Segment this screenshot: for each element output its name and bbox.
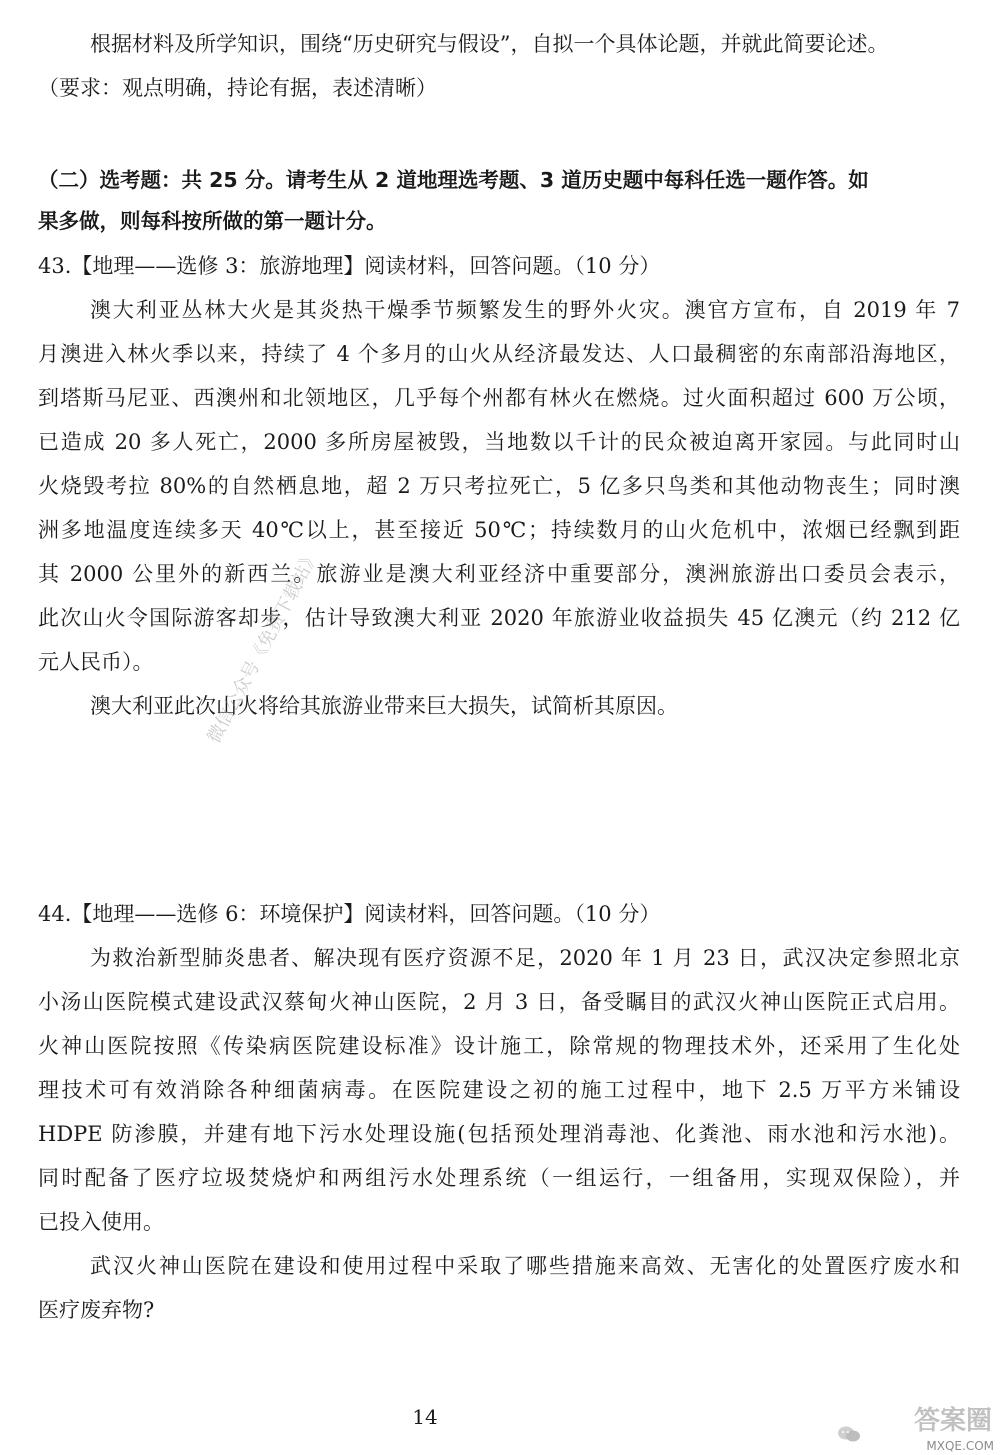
watermark-text: 微信公众号《免费下载站》 — [203, 546, 324, 747]
q43-heading: 43.【地理——选修 3：旅游地理】阅读材料，回答问题。（10 分） — [38, 254, 661, 278]
q44-material-line: 已投入使用。 — [38, 1210, 164, 1234]
q43-material-line: 元人民币）。 — [38, 650, 154, 674]
history-prompt-line1: 根据材料及所学知识，围绕“历史研究与假设”，自拟一个具体论题，并就此简要论述。 — [90, 32, 889, 56]
q43-material-line: 洲多地温度连续多天 40℃以上，甚至接近 50℃；持续数月的山火危机中，浓烟已经飘到距 — [38, 518, 960, 542]
history-prompt-line2: （要求：观点明确，持论有据，表述清晰） — [38, 76, 437, 100]
q43-question: 澳大利亚此次山火将给其旅游业带来巨大损失，试简析其原因。 — [90, 694, 678, 718]
site-logo — [870, 1385, 1000, 1455]
page-number: 14 — [412, 1405, 438, 1429]
q43-material-line: 到塔斯马尼亚、西澳州和北领地区，几乎每个州都有林火在燃烧。过火面积超过 600 万公顷， — [38, 386, 960, 410]
q43-material-line: 月澳进入林火季以来，持续了 4 个多月的山火从经济最发达、人口最稠密的东南部沿海地区， — [38, 342, 960, 366]
q44-question-line: 武汉火神山医院在建设和使用过程中采取了哪些措施来高效、无害化的处置医疗废水和 — [90, 1254, 960, 1278]
q44-material-line: HDPE 防渗膜，并建有地下污水处理设施(包括预处理消毒池、化粪池、雨水池和污水池)。 — [38, 1122, 960, 1146]
q43-material-line: 澳大利亚丛林大火是其炎热干燥季节频繁发生的野外火灾。澳官方宣布，自 2019 年 7 — [90, 298, 960, 322]
q43-material-line: 火烧毁考拉 80%的自然栖息地，超 2 万只考拉死亡，5 亿多只鸟类和其他动物丧生；同时澳 — [38, 474, 960, 498]
q44-question-line: 医疗废弃物? — [38, 1298, 155, 1322]
q44-material-line: 理技术可有效消除各种细菌病毒。在医院建设之初的施工过程中，地下 2.5 万平方米铺设 — [38, 1078, 960, 1102]
wechat-icon — [837, 1425, 861, 1443]
q44-material-line: 同时配备了医疗垃圾焚烧炉和两组污水处理系统（一组运行，一组备用，实现双保险），并 — [38, 1166, 960, 1190]
section-two-instructions-line1: （二）选考题：共 25 分。请考生从 2 道地理选考题、3 道历史题中每科任选一题作答。如 — [38, 168, 869, 192]
q44-material-line: 火神山医院按照《传染病医院建设标准》设计施工，除常规的物理技术外，还采用了生化处 — [38, 1034, 960, 1058]
q44-material-line: 小汤山医院模式建设武汉蔡甸火神山医院，2 月 3 日，备受瞩目的武汉火神山医院正式启用。 — [38, 990, 960, 1014]
q43-material-line: 此次山火令国际游客却步，估计导致澳大利亚 2020 年旅游业收益损失 45 亿澳元（约 212 亿 — [38, 606, 960, 630]
q43-material-line: 已造成 20 多人死亡，2000 多所房屋被毁，当地数以千计的民众被迫离开家园。与此同时山 — [38, 430, 960, 454]
logo-text: 答案圈 — [913, 1406, 992, 1436]
q44-material-line: 为救治新型肺炎患者、解决现有医疗资源不足，2020 年 1 月 23 日，武汉决定参照北京 — [90, 946, 960, 970]
logo-site: MXQE.COM — [926, 1439, 994, 1453]
q44-heading: 44.【地理——选修 6：环境保护】阅读材料，回答问题。（10 分） — [38, 902, 661, 926]
q43-material-line: 其 2000 公里外的新西兰。旅游业是澳大利亚经济中重要部分，澳洲旅游出口委员会表示， — [38, 562, 960, 586]
section-two-instructions-line2: 果多做，则每科按所做的第一题计分。 — [38, 209, 387, 233]
